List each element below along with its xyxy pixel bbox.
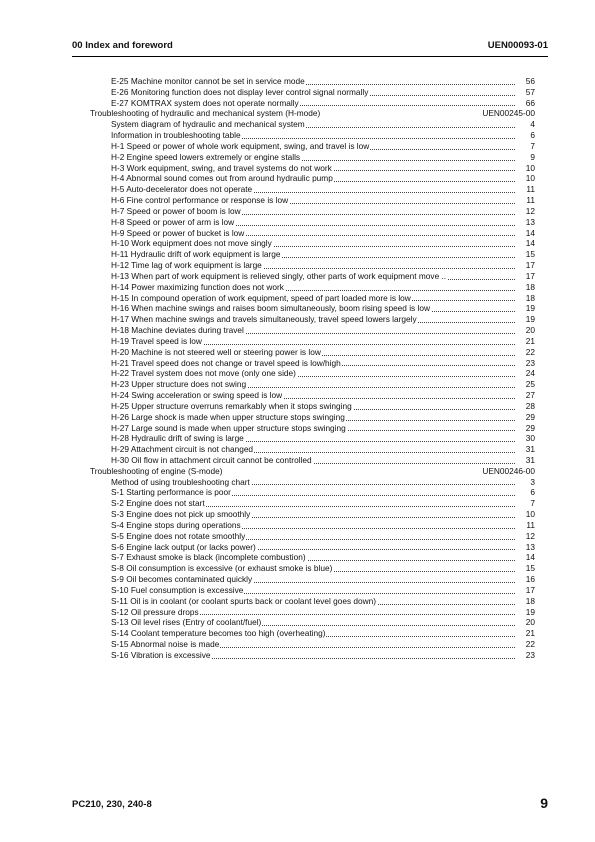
page-header <box>72 40 548 54</box>
toc-entry <box>90 195 535 206</box>
toc-entry-title: H-23 Upper structure does not swing <box>111 379 247 390</box>
toc-page-number: 14 <box>525 552 535 563</box>
toc-page-number: 18 <box>525 292 535 303</box>
toc-page-number: 31 <box>525 454 535 465</box>
toc-entry-title: S-9 Oil becomes contaminated quickly <box>111 574 253 585</box>
toc-entry <box>90 617 535 628</box>
toc-entry-title: H-29 Attachment circuit is not changed <box>111 444 254 455</box>
toc-entry <box>90 412 535 423</box>
toc-entry-title: H-1 Speed or power of whole work equipment, swing, and travel is low <box>111 140 370 151</box>
toc-section-heading <box>90 466 535 477</box>
toc-page-number: 23 <box>525 357 535 368</box>
toc-entry <box>90 119 535 130</box>
toc-entry <box>90 347 535 358</box>
toc-entry-title: System diagram of hydraulic and mechanical system <box>111 119 305 130</box>
toc-entry <box>90 130 535 141</box>
toc-page-number: 12 <box>525 530 535 541</box>
toc-entry <box>90 563 535 574</box>
toc-entry <box>90 596 535 607</box>
toc-entry-title: H-21 Travel speed does not change or travel speed is low/high <box>111 357 341 368</box>
toc-page-number: 23 <box>525 649 535 660</box>
toc-entry-title: H-7 Speed or power of boom is low <box>111 205 241 216</box>
toc-entry-title: H-11 Hydraulic drift of work equipment is large <box>111 249 281 260</box>
toc-entry <box>90 574 535 585</box>
toc-entry-title: H-6 Fine control performance or response is low <box>111 195 289 206</box>
toc-page-number: 9 <box>530 151 535 162</box>
footer-page-number: 9 <box>540 795 548 811</box>
toc-page-number: 18 <box>525 281 535 292</box>
page-footer <box>72 795 548 811</box>
toc-entry <box>90 455 535 466</box>
toc-entry <box>90 487 535 498</box>
toc-page-number: 14 <box>525 238 535 249</box>
toc-entry-title: H-8 Speed or power of arm is low <box>111 216 235 227</box>
toc-entry-title: S-8 Oil consumption is excessive (or exhaust smoke is blue) <box>111 563 333 574</box>
toc-entry <box>90 293 535 304</box>
toc-entry-title: H-22 Travel system does not move (only one side) <box>111 368 296 379</box>
toc-page-number: 6 <box>530 130 535 141</box>
header-rule <box>72 56 548 57</box>
toc-entry <box>90 628 535 639</box>
toc-page-number: 31 <box>525 444 535 455</box>
toc-entry <box>90 87 535 98</box>
toc-entry-title: E-25 Machine monitor cannot be set in service mode <box>111 76 305 86</box>
toc-page-number: 30 <box>525 433 535 444</box>
toc-page-number: 12 <box>525 205 535 216</box>
toc-entry-title: S-3 Engine does not pick up smoothly <box>111 509 251 520</box>
toc-page-number: 7 <box>530 140 535 151</box>
toc-entry <box>90 585 535 596</box>
toc-page-number: 10 <box>525 509 535 520</box>
footer-model: PC210, 230, 240-8 <box>72 799 152 810</box>
toc-entry <box>90 260 535 271</box>
toc-section-heading <box>90 108 535 119</box>
toc-page-number: 27 <box>525 390 535 401</box>
toc-page-number: 10 <box>525 173 535 184</box>
toc-entry-title: H-13 When part of work equipment is relieved singly, other parts of work equipment move .. <box>111 270 447 281</box>
toc-entry <box>90 206 535 217</box>
toc-entry <box>90 433 535 444</box>
toc-entry-title: S-1 Starting performance is poor <box>111 487 231 498</box>
toc-entry <box>90 184 535 195</box>
toc-entry-title: Method of using troubleshooting chart <box>111 476 250 487</box>
toc-page-number: 28 <box>525 400 535 411</box>
toc-entry-title: S-10 Fuel consumption is excessive <box>111 584 244 595</box>
toc-entry <box>90 498 535 509</box>
toc-entry <box>90 217 535 228</box>
toc-entry <box>90 531 535 542</box>
toc-page-number: 20 <box>525 325 535 336</box>
toc-entry-title: S-14 Coolant temperature becomes too high (overheating) <box>111 628 326 639</box>
toc-page-number: 4 <box>530 119 535 130</box>
toc-page-number: 14 <box>525 227 535 238</box>
toc-page-number: 24 <box>525 368 535 379</box>
toc-section-title: Troubleshooting of hydraulic and mechanical system (H-mode) <box>90 108 321 119</box>
toc-entry <box>90 173 535 184</box>
toc-entry-title: E-26 Monitoring function does not display lever control signal normally <box>111 86 369 97</box>
toc-entry-title: S-7 Exhaust smoke is black (incomplete combustion) <box>111 552 306 563</box>
toc-page-number: 56 <box>525 76 535 86</box>
toc-page-number: 19 <box>525 606 535 617</box>
toc-entry <box>90 423 535 434</box>
toc-entry <box>90 228 535 239</box>
toc-entry <box>90 238 535 249</box>
toc-entry-title: H-19 Travel speed is low <box>111 335 202 346</box>
toc-entry <box>90 390 535 401</box>
toc-entry <box>90 314 535 325</box>
toc-entry <box>90 639 535 650</box>
toc-entry <box>90 325 535 336</box>
toc-page-number: 13 <box>525 216 535 227</box>
toc-entry-title: H-3 Work equipment, swing, and travel systems do not work <box>111 162 332 173</box>
toc-page-number: 16 <box>525 574 535 585</box>
toc-entry-title: Information in troubleshooting table <box>111 130 241 141</box>
toc-entry <box>90 98 535 109</box>
toc-entry <box>90 163 535 174</box>
toc-entry <box>90 152 535 163</box>
toc-entry-title: H-12 Time lag of work equipment is large <box>111 260 262 271</box>
toc-page-number: 19 <box>525 303 535 314</box>
toc-page-number: 15 <box>525 249 535 260</box>
toc-page-number: 20 <box>525 617 535 628</box>
table-of-contents <box>90 76 535 661</box>
toc-entry-title: H-10 Work equipment does not move singly <box>111 238 272 249</box>
toc-page-number: 29 <box>525 411 535 422</box>
header-section-title: 00 Index and foreword <box>72 40 173 51</box>
toc-page-number: 13 <box>525 541 535 552</box>
toc-entry <box>90 650 535 661</box>
toc-page-number: 15 <box>525 563 535 574</box>
toc-entry <box>90 444 535 455</box>
toc-entry <box>90 509 535 520</box>
toc-page-number: 66 <box>525 97 535 108</box>
toc-page-number: 11 <box>526 519 535 530</box>
toc-page-number: 17 <box>525 584 535 595</box>
toc-entry-title: S-15 Abnormal noise is made <box>111 639 220 650</box>
toc-entry-title: S-12 Oil pressure drops <box>111 606 199 617</box>
toc-entry-title: H-20 Machine is not steered well or steering power is low <box>111 346 321 357</box>
toc-entry <box>90 368 535 379</box>
toc-entry <box>90 271 535 282</box>
toc-entry-title: H-28 Hydraulic drift of swing is large <box>111 433 244 444</box>
toc-entry <box>90 477 535 488</box>
toc-entry-title: H-27 Large sound is made when upper structure stops swinging <box>111 422 346 433</box>
toc-entry <box>90 249 535 260</box>
toc-page-number: 11 <box>526 184 535 195</box>
toc-entry <box>90 141 535 152</box>
toc-page-number: 19 <box>525 314 535 325</box>
toc-page-number: 17 <box>525 270 535 281</box>
toc-page-number: 21 <box>525 335 535 346</box>
toc-entry-title: H-26 Large shock is made when upper structure stops swinging <box>111 411 345 422</box>
toc-entry-title: H-4 Abnormal sound comes out from around hydraulic pump <box>111 173 333 184</box>
toc-entry-title: S-13 Oil level rises (Entry of coolant/fuel) <box>111 617 262 628</box>
toc-entry-title: H-15 In compound operation of work equipment, speed of part loaded more is low <box>111 292 411 303</box>
toc-page-number: 57 <box>525 86 535 97</box>
toc-section-code: UEN00246-00 <box>482 465 535 476</box>
toc-entry <box>90 336 535 347</box>
toc-page-number: 22 <box>525 346 535 357</box>
toc-page-number: 25 <box>525 379 535 390</box>
toc-entry-title: S-11 Oil is in coolant (or coolant spurts back or coolant level goes down) <box>111 595 377 606</box>
toc-entry-title: H-2 Engine speed lowers extremely or engine stalls <box>111 151 301 162</box>
toc-entry-title: H-17 When machine swings and travels simultaneously, travel speed lowers largely <box>111 314 417 325</box>
toc-entry-title: H-5 Auto-decelerator does not operate <box>111 184 253 195</box>
toc-entry <box>90 401 535 412</box>
toc-entry <box>90 76 535 87</box>
toc-page-number: 11 <box>526 195 535 206</box>
toc-entry-title: H-30 Oil flow in attachment circuit cannot be controlled <box>111 454 312 465</box>
toc-entry <box>90 303 535 314</box>
toc-section-code: UEN00245-00 <box>482 108 535 119</box>
toc-entry-title: H-16 When machine swings and raises boom simultaneously, boom rising speed is low <box>111 303 430 314</box>
toc-page-number: 6 <box>530 487 535 498</box>
toc-page-number: 3 <box>530 476 535 487</box>
toc-entry-title: H-24 Swing acceleration or swing speed is low <box>111 390 283 401</box>
toc-entry-title: H-25 Upper structure overruns remarkably when it stops swinging <box>111 400 352 411</box>
toc-page-number: 7 <box>530 498 535 509</box>
toc-entry <box>90 520 535 531</box>
toc-page-number: 29 <box>525 422 535 433</box>
toc-section-title: Troubleshooting of engine (S-mode) <box>90 465 223 476</box>
toc-entry <box>90 607 535 618</box>
toc-page-number: 21 <box>525 628 535 639</box>
toc-page-number: 18 <box>525 595 535 606</box>
toc-entry-title: S-4 Engine stops during operations <box>111 519 241 530</box>
toc-entry-title: H-14 Power maximizing function does not work <box>111 281 284 292</box>
toc-entry-title: S-5 Engine does not rotate smoothly <box>111 530 246 541</box>
toc-entry-title: S-6 Engine lack output (or lacks power) <box>111 541 256 552</box>
toc-entry-title: S-16 Vibration is excessive <box>111 649 211 660</box>
toc-page-number: 22 <box>525 639 535 650</box>
toc-entry <box>90 542 535 553</box>
toc-entry <box>90 358 535 369</box>
toc-entry <box>90 379 535 390</box>
toc-page-number: 17 <box>525 260 535 271</box>
header-document-code: UEN00093-01 <box>487 40 548 51</box>
toc-entry <box>90 282 535 293</box>
toc-entry-title: H-18 Machine deviates during travel <box>111 325 244 336</box>
toc-entry-title: H-9 Speed or power of bucket is low <box>111 227 245 238</box>
toc-entry-title: S-2 Engine does not start <box>111 498 205 509</box>
toc-page-number: 10 <box>525 162 535 173</box>
toc-entry-title: E-27 KOMTRAX system does not operate normally <box>111 97 299 108</box>
toc-entry <box>90 552 535 563</box>
